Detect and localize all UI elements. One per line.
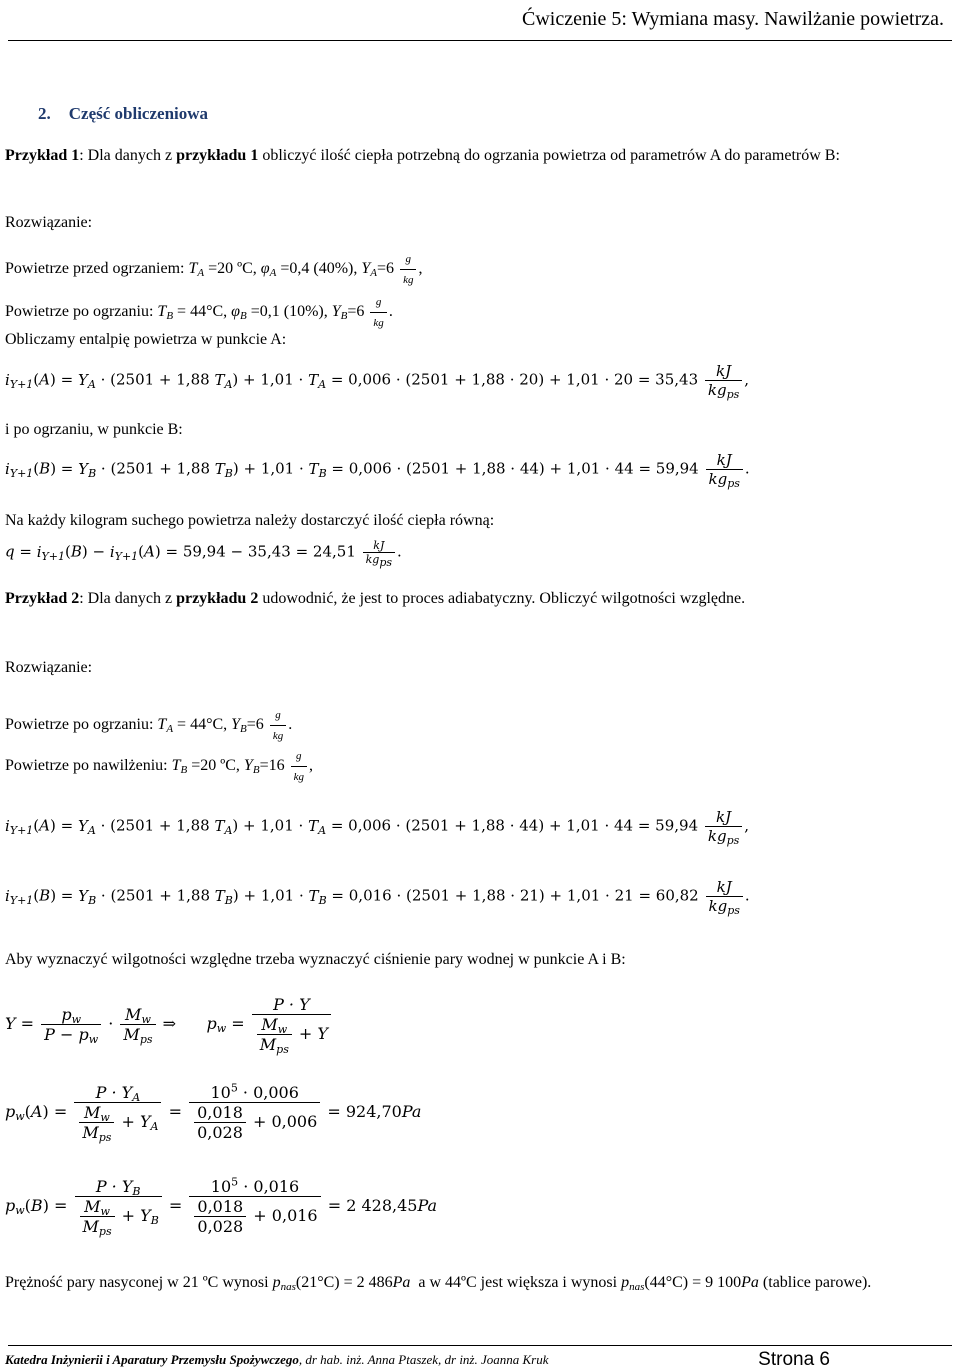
- footer-dept: Katedra Inżynierii i Aparatury Przemysłu Spożywczego: [5, 1352, 299, 1367]
- example2-after-hum: Powietrze po nawilżeniu: $T_B =20$ ºC, $Y_B=16$ $\frac{g}{kg}$ ,: [5, 746, 946, 787]
- example1-statement: Przykład 1: Dla danych z przykładu 1 obliczyć ilość ciepła potrzebną do ogrzania powietrza od parametrów A do parametrów B:: [5, 147, 840, 164]
- example2-eq-b: $i_{Y+1}(B) = Y_B \cdot (2501 + 1,88$ $T_B) + 1,01 \cdot T_B = 0,016 \cdot (2501 + 1,88 \cdot 21) + 1,01 \cdot 21 = 60,82$ $\frac{kJ}{kg_{ps}}$ .: [5, 878, 750, 917]
- example2-statement: Przykład 2: Dla danych z przykładu 2 udowodnić, że jest to proces adiabatyczny. Obliczyć wilgotności względne.: [5, 590, 746, 607]
- example1-solution: Rozwiązanie:: [5, 214, 93, 231]
- footer-authors: , dr hab. inż. Anna Ptaszek, dr inż. Joanna Kruk: [298, 1352, 549, 1367]
- page-number: Strona 6: [758, 1349, 830, 1370]
- example1-label: Przykład 1: [5, 147, 80, 164]
- example2-solution: Rozwiązanie:: [5, 659, 93, 676]
- example1-before: Powietrze przed ogrzaniem: $T_A =20$ ºC, $\varphi_A =0,4$ (40%), $Y_A=6$ $\frac{g}{kg}$ ,: [5, 249, 946, 290]
- example2-saturation: Prężność pary nasyconej w 21 ºC wynosi $p_{nas}(21^\circ C) = 2$ 486Pa a w 44ºC jest większa i wynosi $p_{nas}(44^\circ C) = 9$ 100Pa (tablice parowe).: [5, 1274, 872, 1293]
- example2-pressure-intro: Aby wyznaczyć wilgotności względne trzeba wyznaczyć ciśnienie pary wodnej w punkcie A i B:: [5, 951, 626, 968]
- section-number: 2.: [38, 104, 51, 123]
- page-header: Ćwiczenie 5: Wymiana masy. Nawilżanie powietrza.: [522, 8, 944, 30]
- footer-credits: [5, 1352, 549, 1368]
- header-rule: [8, 40, 952, 41]
- example2-label: Przykład 2: [5, 590, 80, 607]
- section-title-text: Część obliczeniowa: [68, 104, 209, 123]
- example2-eq-pw-a: $p_w(A)$ = $P \cdot Y_A$ $\frac{M_w}{M_{ps}}$ + $Y_A$ = $10^5 \cdot 0,006$ $\frac{0,018}{0,028}$ + 0,006 = 924,70Pa: [5, 1081, 422, 1144]
- example1-heat-intro: Na każdy kilogram suchego powietrza należy dostarczyć ilość ciepła równą:: [5, 512, 495, 529]
- example1-eq-b: $i_{Y+1}(B) = Y_B \cdot (2501 + 1,88$ $T_B) + 1,01 \cdot T_B = 0,006 \cdot (2501 + 1,88 \cdot 44) + 1,01 \cdot 44 = 59,94$ $\frac{kJ}{kg_{ps}}$ .: [5, 451, 750, 490]
- example1-after: Powietrze po ogrzaniu: $T_B = 44^\circ C$, $\varphi_B =0,1$ (10%), $Y_B=6$ $\frac{g}{kg}$ .: [5, 292, 946, 333]
- footer-rule: [8, 1345, 952, 1346]
- example1-eq-q: $q = i_{Y+1}(B) - i_{Y+1}(A) = 59,94 - 35,43 = 24,51$ $\frac{kJ}{kg_{ps}}$ .: [5, 539, 402, 569]
- example1-enthalpy-a-intro: Obliczamy entalpię powietrza w punkcie A:: [5, 331, 287, 348]
- example2-eq-pw-b: $p_w(B)$ = $P \cdot Y_B$ $\frac{M_w}{M_{ps}}$ + $Y_B$ = $10^5 \cdot 0,016$ $\frac{0,018}{0,028}$ + 0,016 = 2 428,45Pa: [5, 1175, 438, 1238]
- section-title: [38, 104, 208, 124]
- example2-after-heat: Powietrze po ogrzaniu: $T_A = 44^\circ C$, $Y_B=6$ $\frac{g}{kg}$ .: [5, 705, 946, 746]
- example1-eq-a: $i_{Y+1}(A) = Y_A \cdot (2501 + 1,88$ $T_A) + 1,01 \cdot T_A = 0,006 \cdot (2501 + 1,88 \cdot 20) + 1,01 \cdot 20 = 35,43$ $\frac{kJ}{kg_{ps}}$ ,: [5, 362, 750, 401]
- example2-ref: przykładu 2: [176, 590, 259, 607]
- example1-enthalpy-b-intro: i po ogrzaniu, w punkcie B:: [5, 421, 183, 438]
- example2-eq-y: Y = $\frac{p_w}{P - p_w}$ · $\frac{M_w}{M_{ps}}$ ⇒ $p_w$ = P · Y $\frac{M_w}{M_{ps}}$ + Y: [5, 995, 333, 1054]
- example2-eq-a: $i_{Y+1}(A) = Y_A \cdot (2501 + 1,88$ $T_A) + 1,01 \cdot T_A = 0,006 \cdot (2501 + 1,88 \cdot 44) + 1,01 \cdot 44 = 59,94$ $\frac{kJ}{kg_{ps}}$ ,: [5, 808, 750, 847]
- example1-ref: przykładu 1: [176, 147, 259, 164]
